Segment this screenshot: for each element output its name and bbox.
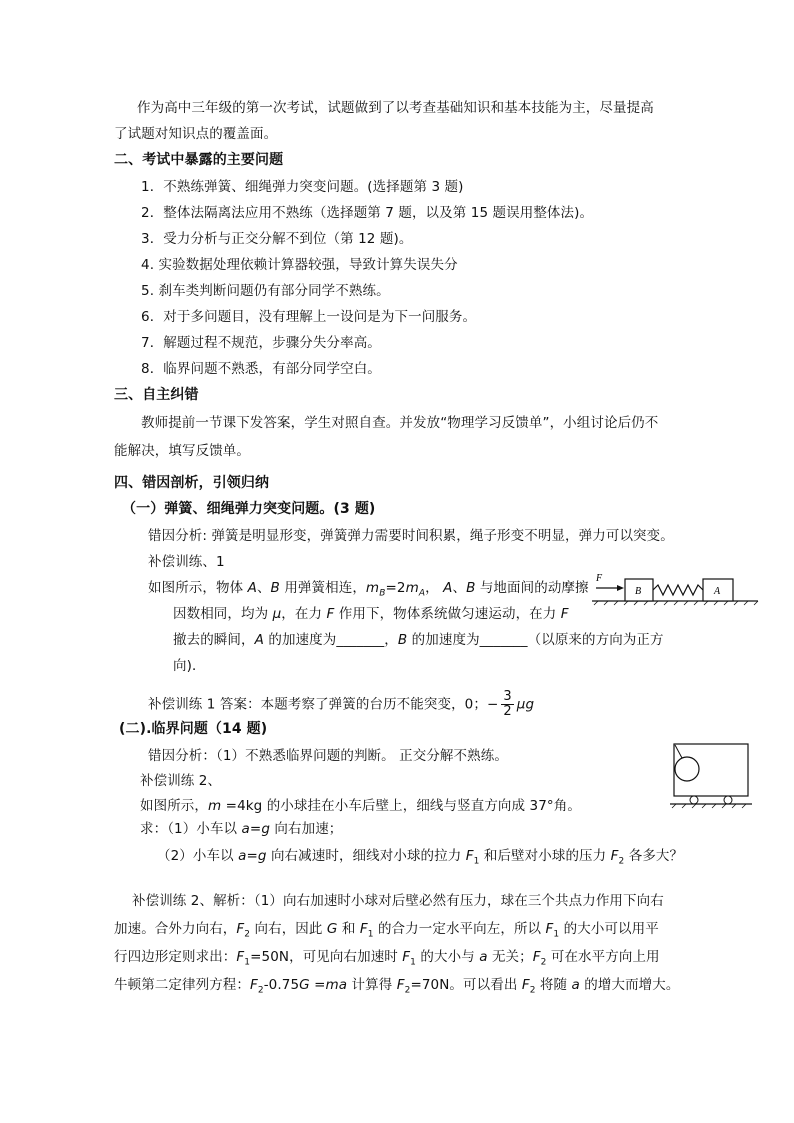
practice-2-question-line-2: 求：（1）小车以 a=g 向右加速； xyxy=(140,821,343,837)
issue-item-3: 3．受力分析与正交分解不到位（第 12 题)。 xyxy=(141,231,413,247)
issue-item-5: 5. 刹车类判断问题仍有部分同学不熟练。 xyxy=(141,283,390,299)
section-2-title: 二、考试中暴露的主要问题 xyxy=(114,152,284,168)
solution-2-line-2: 加速。合外力向右，$F_2$ 向右，因此 G 和 $F_1$ 的合力一定水平向左，所以 $F_1$ 的大小可以用平 xyxy=(114,921,659,940)
practice-1-question-line-3: 撤去的瞬间，A 的加速度为_______，B 的加速度为_______（以原来的方向为正方 xyxy=(173,632,664,648)
figure-label-a: A xyxy=(714,586,721,597)
section-3-line-2: 能解决，填写反馈单。 xyxy=(114,443,250,459)
issue-item-1: 1．不熟练弹簧、细绳弹力突变问题。(选择题第 3 题) xyxy=(141,179,464,195)
issue-item-7: 7．解题过程不规范，步骤分失分率高。 xyxy=(141,335,381,351)
figure-label-b: B xyxy=(635,586,642,597)
section-4-title: 四、错因剖析，引领归纳 xyxy=(114,475,270,491)
issue-item-8: 8．临界问题不熟悉，有部分同学空白。 xyxy=(141,361,381,377)
spring xyxy=(653,585,703,595)
subsection-1-title: （一）弹簧、细绳弹力突变问题。(3 题) xyxy=(122,501,376,517)
wheel-left xyxy=(690,796,698,804)
intro-line-1: 作为高中三年级的第一次考试，试题做到了以考查基础知识和基本技能为主，尽量提高 xyxy=(137,100,654,116)
figure-label-f: F xyxy=(596,573,603,584)
practice-2-question-line-1: 如图所示，m =4kg 的小球挂在小车后壁上，细线与竖直方向成 37°角。 xyxy=(140,798,581,814)
cart-ball-figure xyxy=(670,742,752,808)
practice-2-question-line-3: （2）小车以 a=g 向右减速时，细线对小球的拉力 $F_1$ 和后壁对小球的压力 $F_2$ 各多大？ xyxy=(157,848,684,867)
subsection-1-analysis: 错因分析: 弹簧是明显形变，弹簧弹力需要时间积累，绳子形变不明显，弹力可以突变。 xyxy=(148,528,674,544)
section-3-line-1: 教师提前一节课下发答案，学生对照自查。并发放“物理学习反馈单”，小组讨论后仍不 xyxy=(141,415,659,431)
solution-2-line-4: 牛顿第二定律列方程：$F_2-0.75G =ma$ 计算得 $F_2=70N$。可以看出 $F_2$ 将随 a 的增大而增大。 xyxy=(114,977,680,996)
section-3-title: 三、自主纠错 xyxy=(114,387,199,403)
practice-2-label: 补偿训练 2、 xyxy=(140,773,222,789)
spring-blocks-figure xyxy=(592,570,762,606)
practice-1-question-line-1: 如图所示，物体 A、B 用弹簧相连，$m_B=2m_A$， A、B 与地面间的动摩擦 xyxy=(148,580,589,599)
issue-item-6: 6．对于多问题目，没有理解上一设问是为下一问服务。 xyxy=(141,309,477,325)
practice-1-question-line-4: 向)． xyxy=(173,658,206,674)
ball xyxy=(675,757,699,781)
wheel-right xyxy=(724,796,732,804)
issue-item-4: 4. 实验数据处理依赖计算器较强，导致计算失误失分 xyxy=(141,257,458,273)
practice-1-answer: 补偿训练 1 答案：本题考察了弹簧的台历不能突变，0；− $\frac{3}{2}$ μg xyxy=(148,689,535,719)
practice-1-question-line-2: 因数相同，均为 μ，在力 F 作用下，物体系统做匀速运动，在力 F xyxy=(173,606,569,622)
solution-2-line-1: 补偿训练 2、解析：（1）向右加速时小球对后壁必然有压力，球在三个共点力作用下向右 xyxy=(132,893,664,909)
answer-fraction: $\frac{3}{2}$ xyxy=(503,689,512,719)
solution-2-line-3: 行四边形定则求出：$F_1=50N$，可见向右加速时 $F_1$ 的大小与 a 无关；$F_2$ 可在水平方向上用 xyxy=(114,949,660,968)
subsection-2-analysis: 错因分析：（1）不熟悉临界问题的判断。 正交分解不熟练。 xyxy=(148,748,508,764)
subsection-2-title: (二).临界问题（14 题) xyxy=(119,721,268,737)
practice-1-label: 补偿训练、1 xyxy=(148,554,225,570)
intro-line-2: 了试题对知识点的覆盖面。 xyxy=(114,126,278,142)
issue-item-2: 2．整体法隔离法应用不熟练（选择题第 7 题，以及第 15 题误用整体法)。 xyxy=(141,205,594,221)
